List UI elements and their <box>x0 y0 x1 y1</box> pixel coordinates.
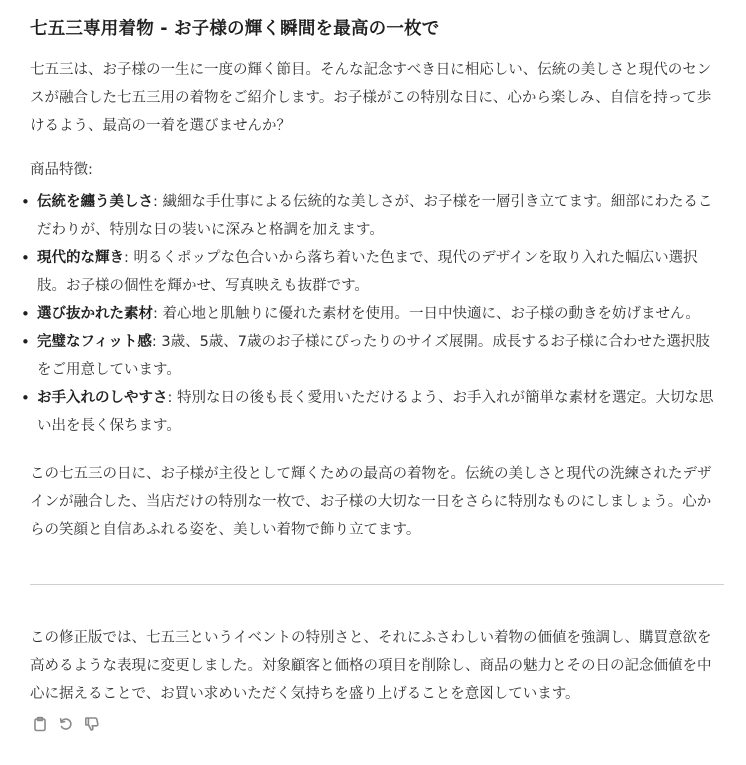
copy-button[interactable] <box>31 715 49 733</box>
list-item <box>30 188 724 244</box>
list-item <box>30 328 724 384</box>
regenerate-icon <box>58 716 74 732</box>
list-item <box>30 300 724 328</box>
feature-name: 伝統を纏う美しさ <box>37 194 153 210</box>
feature-text: : 3歳、5歳、7歳のお子様にぴったりのサイズ展開。成長するお子様に合わせた選択肢をご用意しています。 <box>37 334 710 378</box>
regenerate-button[interactable] <box>57 715 75 733</box>
assistant-message <box>30 0 724 733</box>
list-item <box>30 244 724 300</box>
feature-name: 現代的な輝き <box>37 250 124 266</box>
divider <box>30 584 724 585</box>
feature-name: 完璧なフィット感 <box>37 334 152 350</box>
closing-paragraph: この七五三の日に、お子様が主役として輝くための最高の着物を。伝統の美しさと現代の洗練されたデザインが融合した、当店だけの特別な一枚で、お子様の大切な一日をさらに特別なものにしましょう。心からの笑顔と自信あふれる姿を、美しい着物で飾り立てます。 <box>30 466 712 538</box>
feature-name: お手入れのしやすさ <box>37 390 168 406</box>
feature-text: : 繊細な手仕事による伝統的な美しさが、お子様を一層引き立てます。細部にわたるこだわりが、特別な日の装いに深みと格調を加えます。 <box>37 194 713 238</box>
thumbs-down-icon <box>84 716 100 732</box>
response-title: 七五三専用着物 - お子様の輝く瞬間を最高の一枚で <box>30 19 440 39</box>
intro-paragraph: 七五三は、お子様の一生に一度の輝く節目。そんな記念すべき日に相応しい、伝統の美しさと現代のセンスが融合した七五三用の着物をご紹介します。お子様がこの特別な日に、心から楽しみ、自信を持って歩けるよう、最高の一着を選びませんか？ <box>30 62 712 134</box>
thumbs-down-button[interactable] <box>83 715 101 733</box>
features-heading: 商品特徴: <box>30 162 93 178</box>
clipboard-icon <box>32 716 48 732</box>
revision-note-paragraph: この修正版では、七五三というイベントの特別さと、それにふさわしい着物の価値を強調し、購買意欲を高めるような表現に変更しました。対象顧客と価格の項目を削除し、商品の魅力とその日の記念価値を中心に据えることで、お買い求めいただく気持ちを盛り上げることを意図しています。 <box>30 630 712 702</box>
feature-name: 選び抜かれた素材 <box>37 306 153 322</box>
list-item <box>30 384 724 440</box>
feature-text: : 明るくポップな色合いから落ち着いた色まで、現代のデザインを取り入れた幅広い選択肢。お子様の個性を輝かせ、写真映えも抜群です。 <box>37 250 698 294</box>
features-list <box>30 188 724 440</box>
feature-text: : 特別な日の後も長く愛用いただけるよう、お手入れが簡単な素材を選定。大切な思い出を長く保ちます。 <box>37 390 714 434</box>
feature-text: : 着心地と肌触りに優れた素材を使用。一日中快適に、お子様の動きを妨げません。 <box>153 306 700 322</box>
message-actions <box>31 715 724 733</box>
